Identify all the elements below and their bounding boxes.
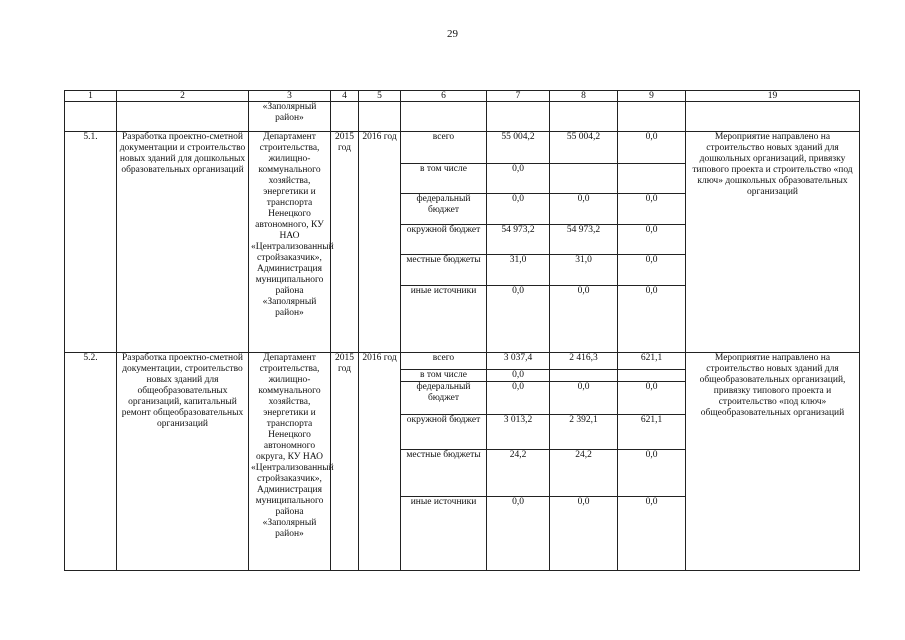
- value-col-9: 621,1: [618, 415, 686, 450]
- header-row: [65, 91, 860, 102]
- value-col-9: 0,0: [618, 255, 686, 286]
- value-col-7: 0,0: [487, 497, 550, 571]
- value-col-8: 0,0: [550, 497, 618, 571]
- year-start: 2015 год: [331, 353, 359, 571]
- source-label: федеральный бюджет: [401, 382, 487, 415]
- value-col-8: 24,2: [550, 450, 618, 497]
- year-end: 2016 год: [359, 132, 401, 353]
- year-start: 2015 год: [331, 132, 359, 353]
- year-end: 2016 год: [359, 353, 401, 571]
- value-col-8: [550, 164, 618, 194]
- source-label: окружной бюджет: [401, 415, 487, 450]
- value-col-7: 55 004,2: [487, 132, 550, 164]
- source-label: местные бюджеты: [401, 450, 487, 497]
- source-label: иные источники: [401, 286, 487, 353]
- value-col-7: 3 037,4: [487, 353, 550, 370]
- table-row-5-2-total: [65, 353, 860, 370]
- value-col-8: 2 416,3: [550, 353, 618, 370]
- col-header-1: 1: [65, 91, 117, 102]
- measure-note: Мероприятие направлено на строительство новых зданий для общеобразовательных организаций, привязку типового проекта и строительство «под ключ» общеобразовательных организаций: [686, 353, 860, 571]
- col-header-3: 3: [249, 91, 331, 102]
- value-col-8: 31,0: [550, 255, 618, 286]
- value-col-7: 31,0: [487, 255, 550, 286]
- value-col-9: 0,0: [618, 132, 686, 164]
- continuation-executor: «Заполярный район»: [249, 102, 331, 132]
- col-header-7: 7: [487, 91, 550, 102]
- value-col-7: 0,0: [487, 370, 550, 382]
- measure-name: Разработка проектно-сметной документации и строительство новых зданий для дошкольных образовательных организаций: [117, 132, 249, 353]
- value-col-8: 0,0: [550, 194, 618, 225]
- col-header-9: 9: [618, 91, 686, 102]
- source-label: местные бюджеты: [401, 255, 487, 286]
- value-col-8: 0,0: [550, 382, 618, 415]
- executor: Департамент строительства, жилищно-коммунального хозяйства, энергетики и транспорта Ненецкого автономного, КУ НАО «Централизованный стройзаказчик», Администрация муниципального района «Заполярный район»: [249, 132, 331, 353]
- page-number: 29: [447, 28, 458, 40]
- value-col-8: 2 392,1: [550, 415, 618, 450]
- value-col-7: 3 013,2: [487, 415, 550, 450]
- value-col-7: 24,2: [487, 450, 550, 497]
- value-col-9: 621,1: [618, 353, 686, 370]
- col-header-8: 8: [550, 91, 618, 102]
- value-col-8: 54 973,2: [550, 225, 618, 255]
- value-col-9: [618, 164, 686, 194]
- source-label: всего: [401, 353, 487, 370]
- col-header-19: 19: [686, 91, 860, 102]
- col-header-5: 5: [359, 91, 401, 102]
- value-col-9: 0,0: [618, 225, 686, 255]
- measure-name: Разработка проектно-сметной документации, строительство новых зданий для общеобразовательных организаций, капитальный ремонт общеобразовательных организаций: [117, 353, 249, 571]
- table-row-5-1-total: [65, 132, 860, 164]
- value-col-9: [618, 370, 686, 382]
- col-header-2: 2: [117, 91, 249, 102]
- value-col-9: 0,0: [618, 286, 686, 353]
- col-header-6: 6: [401, 91, 487, 102]
- col-header-4: 4: [331, 91, 359, 102]
- source-label: иные источники: [401, 497, 487, 571]
- value-col-9: 0,0: [618, 194, 686, 225]
- source-label: в том числе: [401, 370, 487, 382]
- value-col-7: 0,0: [487, 164, 550, 194]
- value-col-9: 0,0: [618, 497, 686, 571]
- source-label: окружной бюджет: [401, 225, 487, 255]
- executor: Департамент строительства, жилищно-коммунального хозяйства, энергетики и транспорта Ненецкого автономного округа, КУ НАО «Централизованный стройзаказчик», Администрация муниципального района «Заполярный район»: [249, 353, 331, 571]
- value-col-7: 0,0: [487, 382, 550, 415]
- source-label: в том числе: [401, 164, 487, 194]
- value-col-9: 0,0: [618, 382, 686, 415]
- source-label: федеральный бюджет: [401, 194, 487, 225]
- source-label: всего: [401, 132, 487, 164]
- value-col-7: 54 973,2: [487, 225, 550, 255]
- value-col-8: 0,0: [550, 286, 618, 353]
- value-col-8: [550, 370, 618, 382]
- continuation-row: [65, 102, 860, 132]
- value-col-7: 0,0: [487, 194, 550, 225]
- row-number: 5.1.: [65, 132, 117, 353]
- value-col-9: 0,0: [618, 450, 686, 497]
- value-col-8: 55 004,2: [550, 132, 618, 164]
- row-number: 5.2.: [65, 353, 117, 571]
- measures-table: [64, 90, 860, 571]
- measure-note: Мероприятие направлено на строительство новых зданий для дошкольных организаций, привязку типового проекта и строительство «под ключ» дошкольных образовательных организаций: [686, 132, 860, 353]
- value-col-7: 0,0: [487, 286, 550, 353]
